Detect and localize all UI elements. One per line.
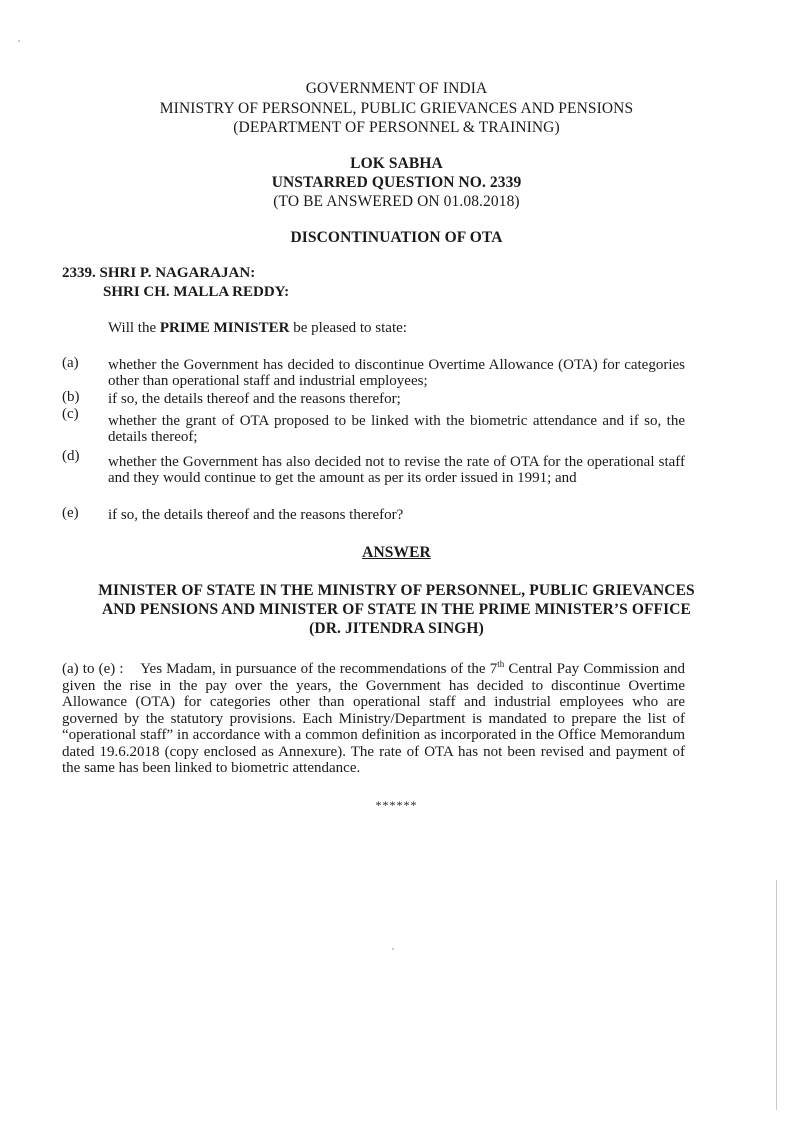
asker-1: 2339. SHRI P. NAGARAJAN: — [62, 265, 256, 281]
minister-name: (DR. JITENDRA SINGH) — [309, 620, 484, 637]
answer-date: (TO BE ANSWERED ON 01.08.2018) — [273, 193, 520, 210]
question-label-a: (a) — [62, 355, 79, 371]
minister-line-2: AND PENSIONS AND MINISTER OF STATE IN THE PRIME MINISTER’S OFFICE — [102, 601, 691, 618]
question-label-b: (b) — [62, 389, 80, 405]
scan-speck — [18, 40, 20, 42]
answer-text-rest: Central Pay Commission and given the rise in the pay over the years, the Government has decided to discontinue Overtime Allowance (OTA) for categories other than operational staff and industrial employees who are governed by the statutory provisions. Each Ministry/Department is mandated to prepare the list of “operational staff” in accordance with a common definition as incorporated in the Office Memorandum dated 19.6.2018 (copy enclosed as Annexure). The rate of OTA has not been revised and payment of the same has been linked to biometric attendance. — [62, 661, 685, 776]
answer-label: (a) to (e) : — [62, 661, 124, 677]
answer-heading: ANSWER — [362, 544, 431, 561]
intro-suffix: be pleased to state: — [289, 320, 407, 336]
question-number: UNSTARRED QUESTION NO. 2339 — [271, 174, 522, 191]
question-text-b: if so, the details thereof and the reasons therefor; — [108, 391, 401, 407]
intro-line — [108, 320, 407, 337]
subject-title: DISCONTINUATION OF OTA — [290, 229, 503, 246]
question-label-e: (e) — [62, 505, 79, 521]
minister-line-1: MINISTER OF STATE IN THE MINISTRY OF PERSONNEL, PUBLIC GRIEVANCES — [98, 582, 695, 599]
end-mark: ****** — [375, 798, 418, 812]
intro-addressee: PRIME MINISTER — [159, 320, 290, 336]
answer-paragraph — [62, 656, 685, 777]
question-text-c: whether the grant of OTA proposed to be linked with the biometric attendance and if so, the details thereof; — [108, 413, 685, 445]
house-name: LOK SABHA — [350, 155, 443, 172]
question-label-d: (d) — [62, 448, 80, 464]
scan-edge-line — [776, 880, 777, 1110]
department-heading: (DEPARTMENT OF PERSONNEL & TRAINING) — [233, 119, 560, 136]
answer-superscript: th — [497, 659, 505, 669]
intro-prefix: Will the — [108, 320, 160, 336]
scan-speck — [392, 948, 394, 950]
ministry-heading: MINISTRY OF PERSONNEL, PUBLIC GRIEVANCES AND PENSIONS — [159, 100, 634, 117]
question-text-a: whether the Government has decided to discontinue Overtime Allowance (OTA) for categories other than operational staff and industrial employees; — [108, 357, 685, 389]
asker-2: SHRI CH. MALLA REDDY: — [103, 284, 290, 300]
answer-text-start: Yes Madam, in pursuance of the recommendations of the 7 — [140, 661, 498, 677]
question-text-d: whether the Government has also decided not to revise the rate of OTA for the operational staff and they would continue to get the amount as per its order issued in 1991; and — [108, 454, 685, 486]
question-label-c: (c) — [62, 406, 79, 422]
question-text-e: if so, the details thereof and the reasons therefor? — [108, 507, 404, 523]
government-heading: GOVERNMENT OF INDIA — [305, 80, 488, 97]
